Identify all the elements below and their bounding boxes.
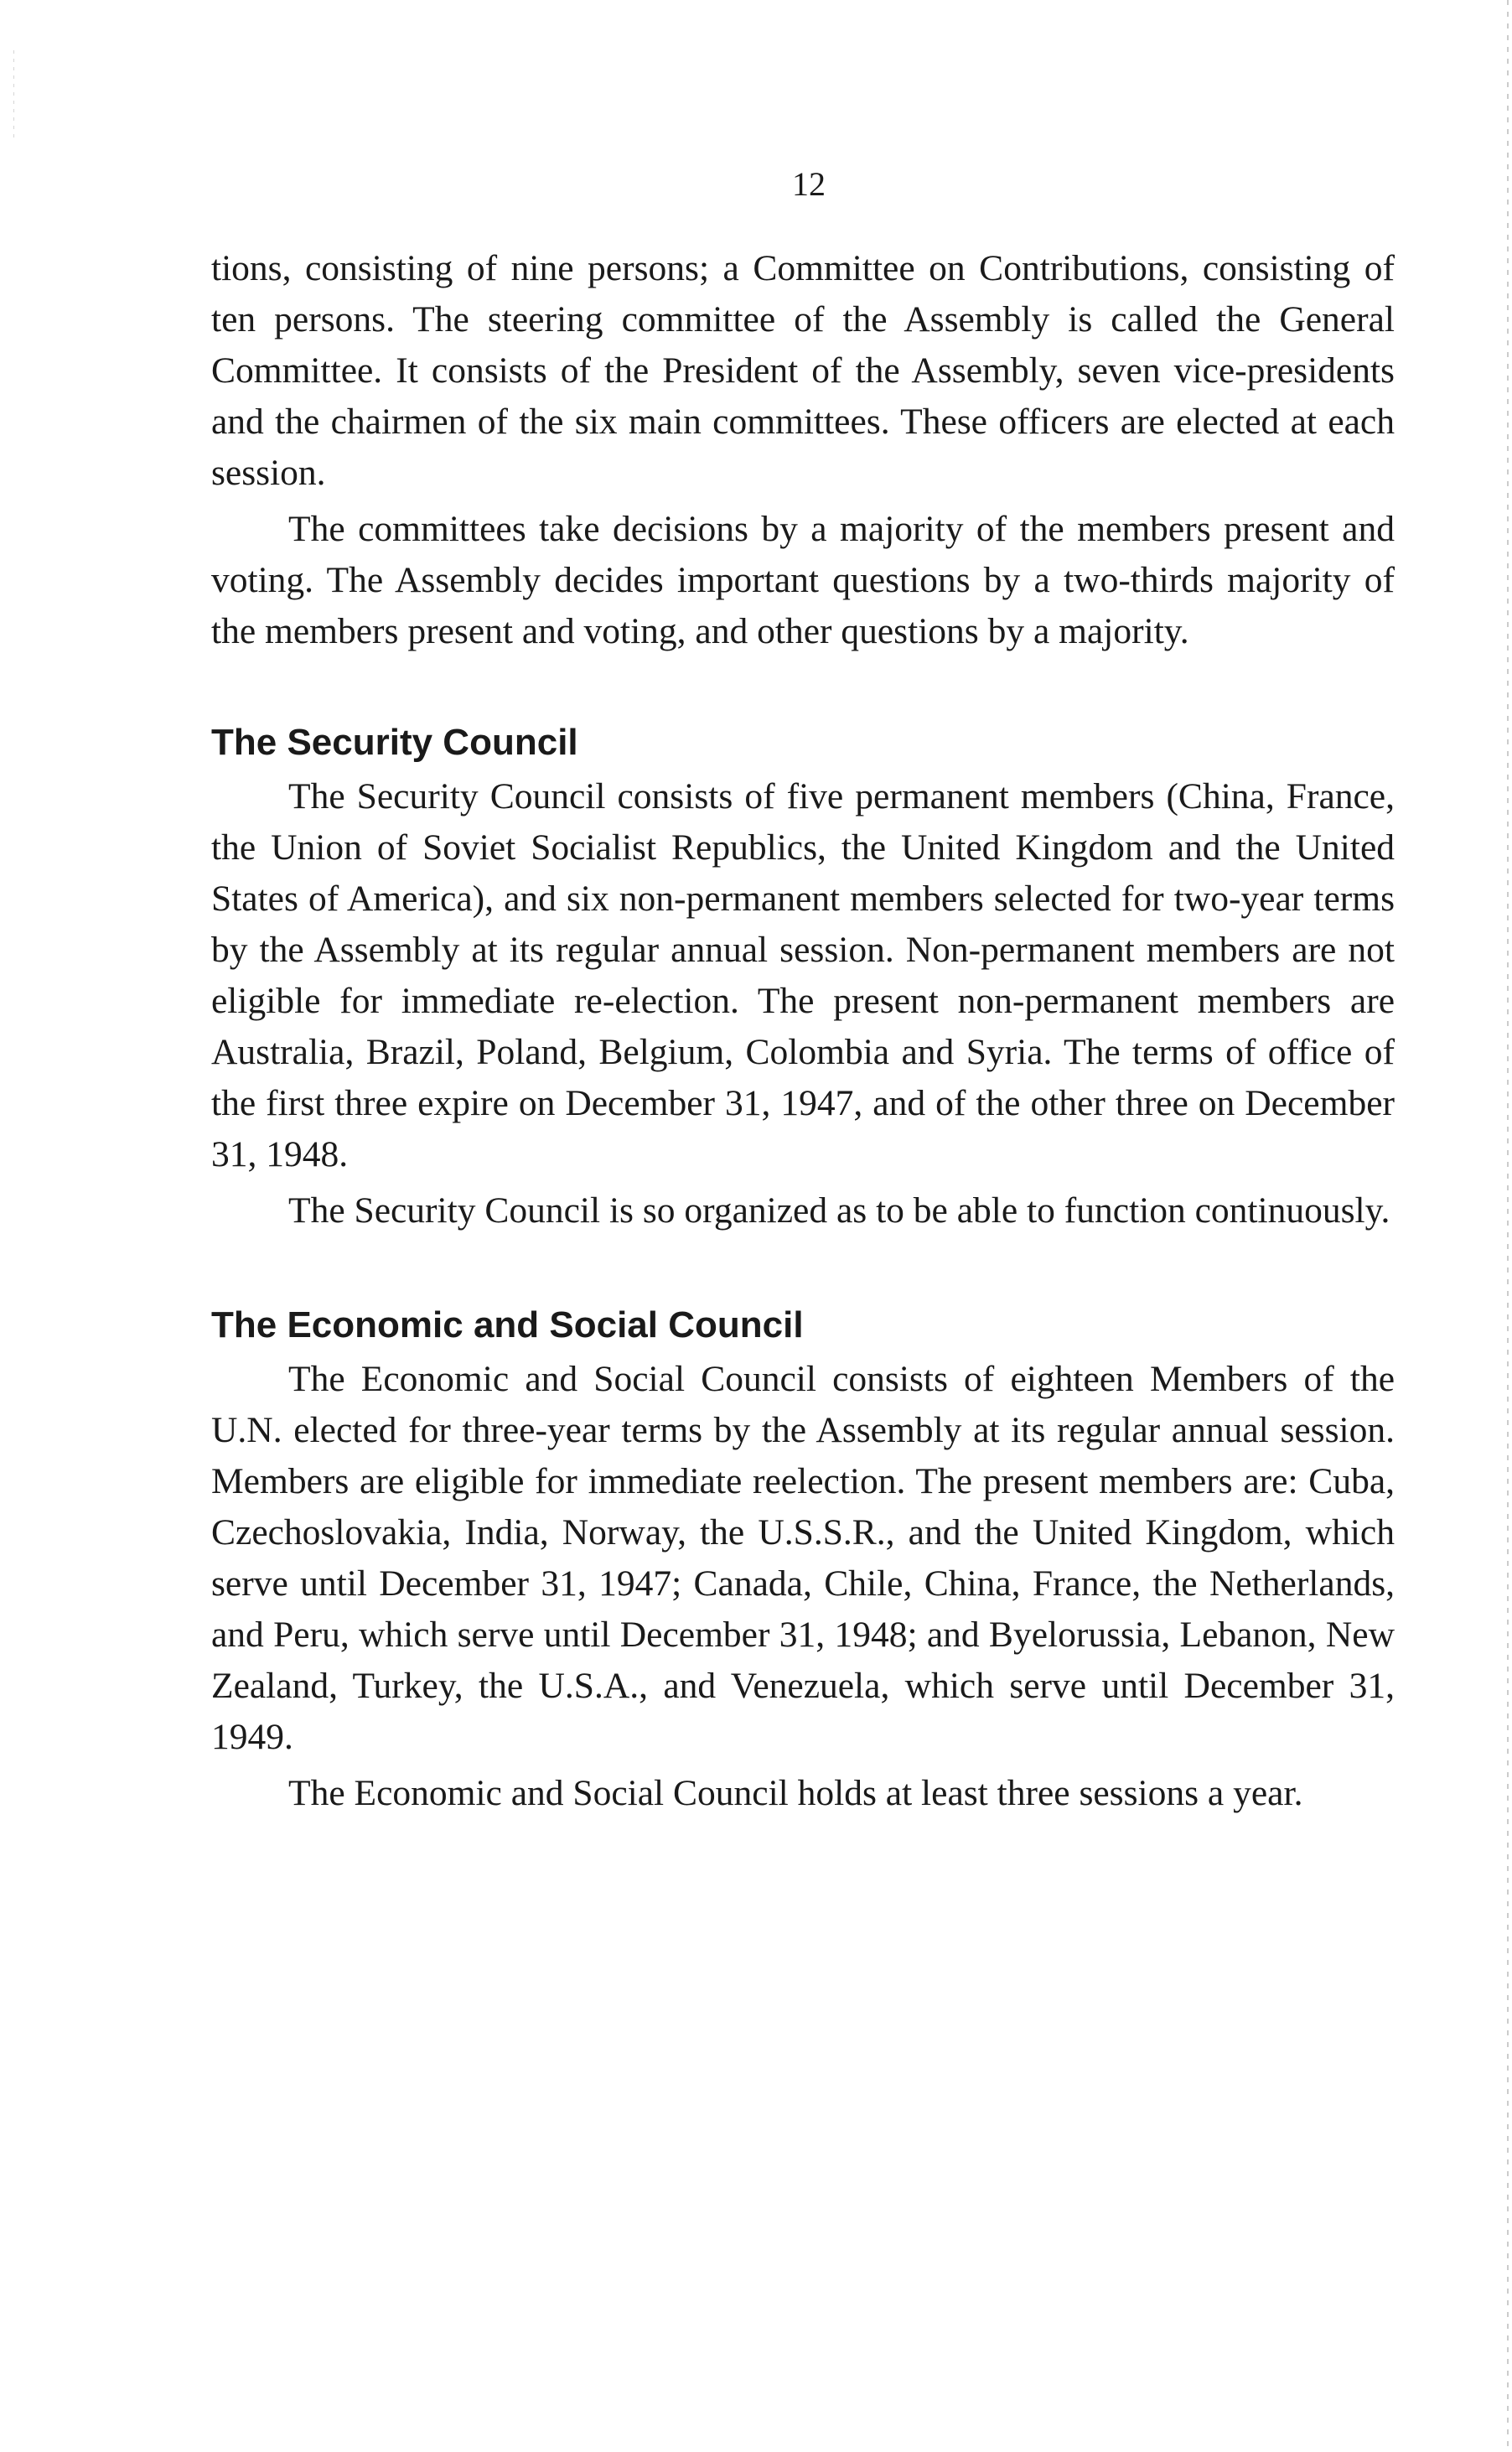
page-number: 12 (792, 165, 826, 203)
page-edge-mark (13, 50, 14, 143)
economic-social-council-paragraph-2: The Economic and Social Council holds at least three sessions a year. (288, 1773, 1303, 1813)
intro-section (211, 243, 1395, 657)
security-council-heading: The Security Council (211, 722, 578, 763)
intro-paragraph-1: tions, consisting of nine persons; a Committee on Contributions, consisting of ten persons. The steering committee of the Assembly is called the General Committee. It consists of the President of the Assembly, seven vice-presidents and the chairmen of the six main committees. These officers are elected at each session. (211, 248, 1395, 493)
security-council-section (211, 718, 1395, 1236)
page-body (211, 243, 1395, 1819)
security-council-paragraph-1: The Security Council consists of five permanent members (China, France, the Union of Soviet Socialist Republics, the United Kingdom and the United States of America), and six non-permanent members selected for two-year terms by the Assembly at its regular annual session. Non-permanent members are not eligible for immediate re-election. The present non-permanent members are Australia, Brazil, Poland, Belgium, Colombia and Syria. The terms of office of the first three expire on December 31, 1947, and of the other three on December 31, 1948. (211, 776, 1395, 1174)
economic-social-council-section (211, 1300, 1395, 1819)
economic-social-council-paragraph-1: The Economic and Social Council consists of eighteen Members of the U.N. elected for three-year terms by the Assembly at its regular annual session. Members are eligible for immediate reelection. The present members are: Cuba, Czechoslovakia, India, Norway, the U.S.S.R., and the United Kingdom, which serve until December 31, 1947; Canada, Chile, China, France, the Netherlands, and Peru, which serve until December 31, 1948; and Byelorussia, Lebanon, New Zealand, Turkey, the U.S.A., and Venezuela, which serve until December 31, 1949. (211, 1359, 1395, 1757)
economic-social-council-heading: The Economic and Social Council (211, 1304, 804, 1345)
intro-paragraph-2: The committees take decisions by a majority of the members present and voting. The Assembly decides important questions by a two-thirds majority of the members present and voting, and other questions by a majority. (211, 509, 1395, 651)
security-council-paragraph-2: The Security Council is so organized as to be able to function continuously. (288, 1190, 1390, 1231)
page-edge-rule (1507, 0, 1509, 2452)
